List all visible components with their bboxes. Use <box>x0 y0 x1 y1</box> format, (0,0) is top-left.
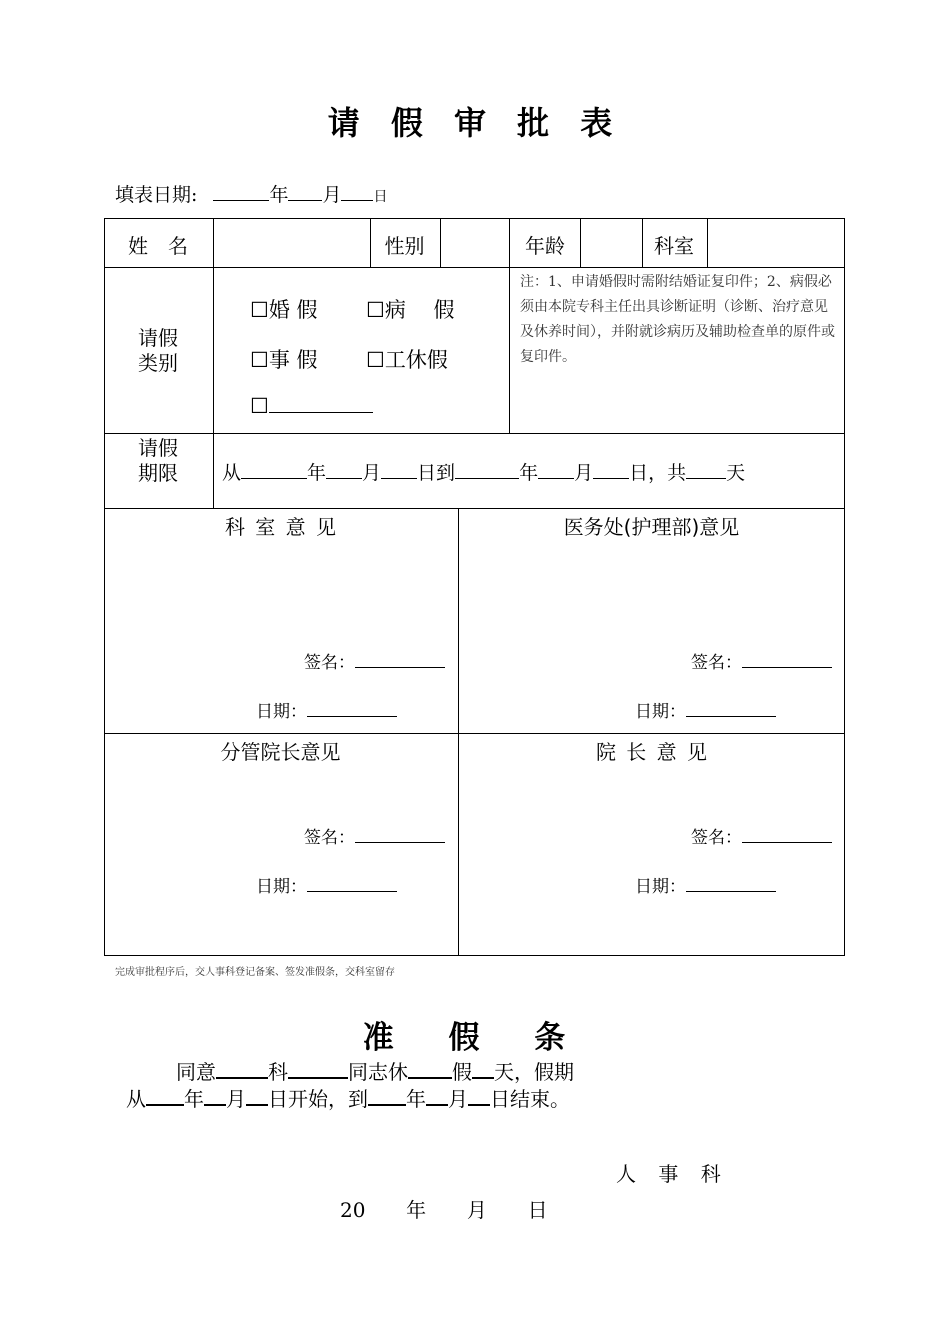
vice-sign-blank[interactable] <box>355 824 445 843</box>
president-date-label: 日期： <box>635 877 686 897</box>
period-start-month-label: 月 <box>362 462 382 484</box>
leave-type-label-line1: 请假 <box>138 326 178 350</box>
period-end-year-blank[interactable] <box>455 460 519 479</box>
slip-date: 20 年 月 日 <box>340 1198 548 1222</box>
medical-date-line <box>635 697 776 722</box>
period-start-month-blank[interactable] <box>326 460 362 479</box>
fill-day-label: 日 <box>373 189 388 205</box>
slip-dept-blank[interactable] <box>216 1059 268 1079</box>
dept-date-line <box>256 697 397 722</box>
slip-from-label: 从 <box>126 1087 146 1111</box>
fill-day-blank[interactable] <box>341 182 373 201</box>
leave-period-label <box>104 436 212 486</box>
president-sign-blank[interactable] <box>742 824 832 843</box>
name-label: 姓 名 <box>128 234 188 258</box>
slip-end-year-label: 年 <box>406 1087 426 1111</box>
slip-title: 准 假 条 <box>362 1020 588 1056</box>
period-total-label: 日，共 <box>629 462 687 484</box>
vice-date-blank[interactable] <box>307 873 397 892</box>
slip-agree-label: 同意 <box>176 1060 216 1084</box>
period-start-day-blank[interactable] <box>381 460 417 479</box>
fill-year-label: 年 <box>269 184 289 206</box>
fill-month-blank[interactable] <box>288 182 322 201</box>
slip-days-blank[interactable] <box>472 1059 494 1079</box>
page-title: 请 假 审 批 表 <box>327 104 623 142</box>
period-start-year-blank[interactable] <box>241 460 307 479</box>
slip-comrade-label: 同志休 <box>348 1060 408 1084</box>
medical-sign-label: 签名： <box>691 653 742 673</box>
dept-label: 科室 <box>654 234 694 258</box>
leave-period-label-line1: 请假 <box>138 436 178 460</box>
leave-period-line <box>222 458 745 485</box>
period-end-month-label: 月 <box>574 462 594 484</box>
slip-end-month-label: 月 <box>448 1087 468 1111</box>
footnote: 完成审批程序后，交人事科登记备案、签发准假条，交科室留存 <box>115 967 395 978</box>
dept-sign-blank[interactable] <box>355 649 445 668</box>
slip-start-month-label: 月 <box>226 1087 246 1111</box>
president-opinion-title: 院 长 意 见 <box>595 740 708 764</box>
dept-field[interactable] <box>708 220 844 266</box>
period-days-blank[interactable] <box>686 460 726 479</box>
row-divider-1 <box>105 267 844 268</box>
medical-opinion-title: 医务处(护理部)意见 <box>563 515 740 539</box>
slip-line-2 <box>126 1083 570 1112</box>
period-end-day-blank[interactable] <box>593 460 629 479</box>
slip-name-blank[interactable] <box>288 1059 348 1079</box>
slip-end-label: 日结束。 <box>490 1087 570 1111</box>
period-start-year-label: 年 <box>307 462 327 484</box>
president-sign-line <box>691 823 832 848</box>
dept-sign-label: 签名： <box>304 653 355 673</box>
period-end-year-label: 年 <box>519 462 539 484</box>
medical-date-label: 日期： <box>635 702 686 722</box>
period-from-label: 从 <box>222 462 242 484</box>
slip-start-day-blank[interactable] <box>246 1086 268 1106</box>
medical-sign-blank[interactable] <box>742 649 832 668</box>
slip-jia-label: 假 <box>452 1060 472 1084</box>
leave-type-label <box>104 326 212 376</box>
dept-date-blank[interactable] <box>307 698 397 717</box>
other-leave-blank[interactable] <box>269 394 373 413</box>
col-divider-opinion <box>458 508 459 955</box>
period-to-label: 日到 <box>417 462 456 484</box>
slip-ke-label: 科 <box>268 1060 288 1084</box>
slip-start-label: 日开始，到 <box>268 1087 368 1111</box>
vice-president-opinion-title: 分管院长意见 <box>220 740 341 764</box>
slip-line-1 <box>176 1056 574 1085</box>
leave-type-label-line2: 类别 <box>138 351 178 375</box>
president-date-line <box>635 872 776 897</box>
medical-date-blank[interactable] <box>686 698 776 717</box>
slip-tian-label: 天，假期 <box>494 1060 574 1084</box>
row-divider-2 <box>105 433 844 434</box>
period-days-label: 天 <box>726 462 746 484</box>
vice-date-line <box>256 872 397 897</box>
age-field[interactable] <box>581 220 641 266</box>
row-divider-4 <box>105 733 844 734</box>
president-date-blank[interactable] <box>686 873 776 892</box>
slip-department: 人 事 科 <box>616 1162 729 1186</box>
age-label: 年龄 <box>525 234 565 258</box>
dept-sign-line <box>304 648 445 673</box>
dept-opinion-title: 科 室 意 见 <box>224 515 337 539</box>
row-divider-3 <box>105 508 844 509</box>
fill-date-label: 填表日期: <box>115 184 198 206</box>
checkbox-other-leave[interactable] <box>250 394 373 418</box>
leave-period-label-line2: 期限 <box>138 461 178 485</box>
slip-end-month-blank[interactable] <box>426 1086 448 1106</box>
period-end-month-blank[interactable] <box>538 460 574 479</box>
dept-date-label: 日期： <box>256 702 307 722</box>
name-field[interactable] <box>214 220 368 266</box>
vice-sign-label: 签名： <box>304 828 355 848</box>
gender-field[interactable] <box>441 220 508 266</box>
slip-start-month-blank[interactable] <box>204 1086 226 1106</box>
checkbox-rest-leave[interactable]: ☐工休假 <box>366 348 448 372</box>
medical-sign-line <box>691 648 832 673</box>
slip-start-year-blank[interactable] <box>146 1086 184 1106</box>
slip-end-day-blank[interactable] <box>468 1086 490 1106</box>
checkbox-sick-leave[interactable]: ☐病 假 <box>366 298 455 322</box>
slip-end-year-blank[interactable] <box>368 1086 406 1106</box>
gender-label: 性别 <box>384 234 425 258</box>
slip-leave-type-blank[interactable] <box>408 1059 452 1079</box>
checkbox-personal-leave[interactable]: ☐事 假 <box>250 348 318 372</box>
fill-month-label: 月 <box>322 184 342 206</box>
vice-sign-line <box>304 823 445 848</box>
fill-date-line <box>115 180 387 207</box>
fill-year-blank[interactable] <box>213 182 269 201</box>
leave-type-note: 注：1、申请婚假时需附结婚证复印件；2、病假必须由本院专科主任出具诊断证明（诊断、治疗意见及休养时间），并附就诊病历及辅助检查单的原件或复印件。 <box>520 274 835 365</box>
president-sign-label: 签名： <box>691 828 742 848</box>
checkbox-marriage-leave[interactable]: ☐婚 假 <box>250 298 318 322</box>
checkbox-other-box[interactable]: ☐ <box>250 394 269 418</box>
vice-date-label: 日期： <box>256 877 307 897</box>
slip-start-year-label: 年 <box>184 1087 204 1111</box>
